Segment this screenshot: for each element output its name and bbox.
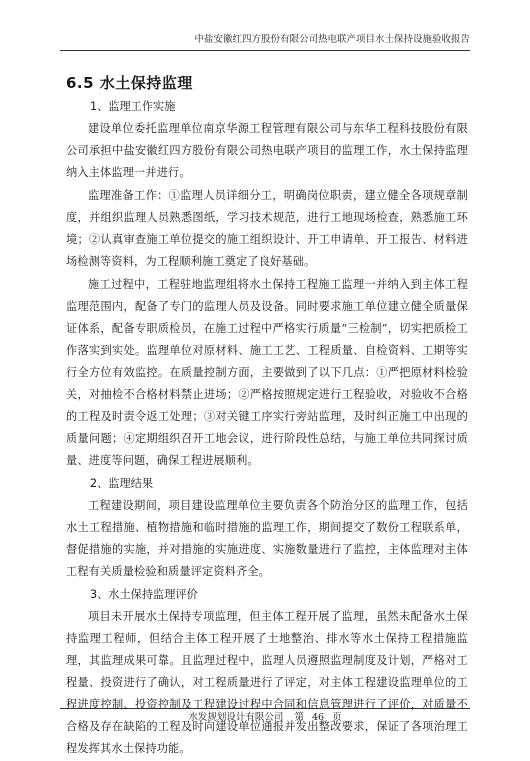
- page-footer: [60, 708, 470, 727]
- page-number: 46: [311, 712, 325, 723]
- footer-page-prefix: 第: [294, 712, 304, 723]
- section-title: 6.5 水土保持监理: [66, 74, 193, 92]
- subheading-supervision-implementation: 1、监理工作实施: [90, 100, 176, 113]
- page-header: [60, 30, 470, 51]
- header-title: 中盐安徽红四方股份有限公司热电联产项目水土保持设施验收报告: [194, 34, 470, 45]
- footer-company: 水发规划设计有限公司: [188, 712, 284, 723]
- footer-page-suffix: 页: [332, 712, 342, 723]
- document-body: [66, 96, 468, 761]
- subheading-supervision-results: 2、监理结果: [90, 477, 154, 490]
- subheading-supervision-evaluation: 3、水土保持监理评价: [90, 588, 198, 601]
- paragraph: 建设单位委托监理单位南京华源工程管理有限公司与东华工程科技股份有限公司承担中盐安徽红四方股份有限公司热电联产项目的监理工作，水土保持监理纳入主体监理一并进行。: [66, 122, 468, 179]
- paragraph: 工程建设期间，项目建设监理单位主要负责各个防治分区的监理工作，包括水土工程措施、植物措施和临时措施的监理工作，期间提交了数份工程联系单，督促措施的实施，并对措施的实施进度、实施数量进行了监控，主体监理对主体工程有关质量检验和质量评定资料齐全。: [66, 499, 468, 578]
- paragraph: 项目未开展水土保持专项监理，但主体工程开展了监理，虽然未配备水土保持监理工程师，但结合主体工程开展了土地整治、排水等水土保持工程措施监理，其监理成果可靠。且监理过程中，监理人员遵照监理制度及计划，严格对工程量、投资进行了确认，对工程质量进行了评定，对主体工程建设监理单位的工程进度控制、投资控制及工程建设过程中合同和信息管理进行了评价，对质量不合格及存在缺陷的工程及时向建设单位通报并发出整改要求，保证了各项治理工程发挥其水土保持功能。: [66, 610, 468, 755]
- paragraph: 施工过程中，工程驻地监理组将水土保持工程施工监理一并纳入到主体工程监理范围内，配备了专门的监理人员及设备。同时要求施工单位建立健全质量保证体系，配备专职质检员，在施工过程中严格实行质量“三检制”，切实把质检工作落实到实处。监理单位对原材料、施工工艺、工程质量、自检资料、工期等实行全方位有效监控。在质量控制方面，主要做到了以下几点：①严把原材料检验关，对抽检不合格材料禁止进场；②严格按照规定进行工程验收，对验收不合格的工程及时责令返工处理；③对关键工序实行旁站监理，及时纠正施工中出现的质量问题；④定期组织召开工地会议，进行阶段性总结，与施工单位共同探讨质量、进度等问题，确保工程进展顺利。: [66, 278, 468, 467]
- paragraph: 监理准备工作：①监理人员详细分工，明确岗位职责，建立健全各项规章制度，并组织监理人员熟悉图纸，学习技术规范，进行工地现场检查，熟悉施工环境；②认真审查施工单位提交的施工组织设计、开工申请单、开工报告、材料进场检测等资料，为工程顺利施工奠定了良好基础。: [66, 189, 468, 268]
